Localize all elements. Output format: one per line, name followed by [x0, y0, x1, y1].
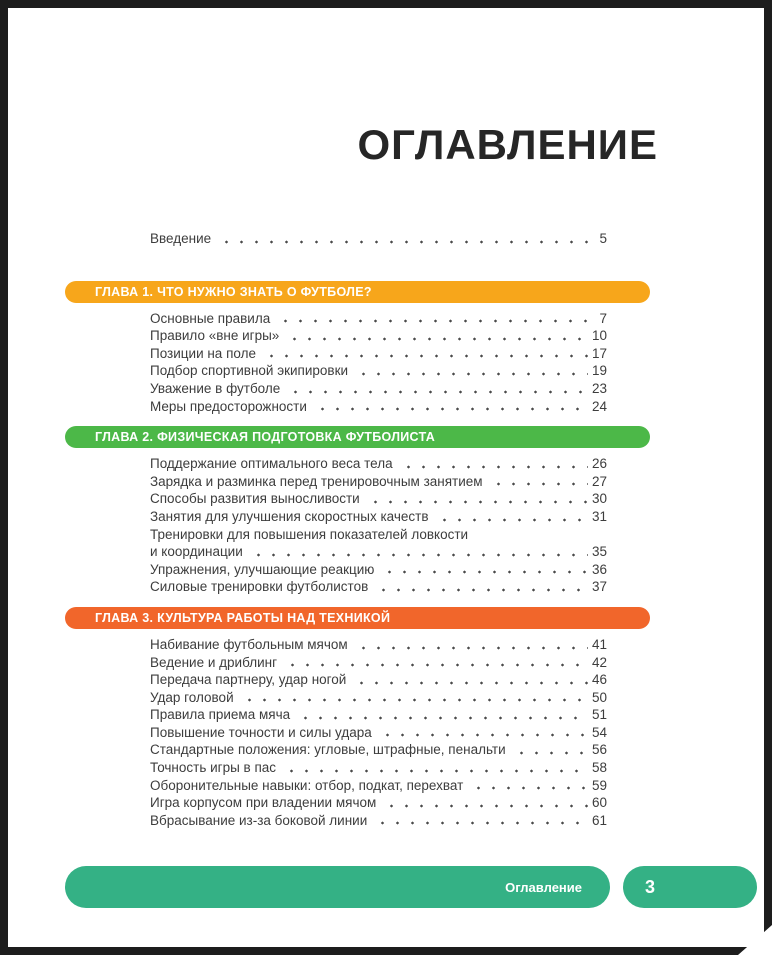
dot-leader — [262, 345, 588, 363]
toc-entry[interactable] — [150, 706, 607, 724]
page-title: ОГЛАВЛЕНИЕ — [357, 121, 658, 168]
toc-entry-title: Подбор спортивной экипировки — [150, 363, 349, 379]
dot-leader — [435, 508, 588, 526]
toc-entry[interactable] — [150, 310, 607, 328]
toc-entry-title: Позиции на поле — [150, 345, 256, 361]
dot-leader — [354, 636, 588, 654]
dot-leader — [313, 398, 588, 416]
toc-entry[interactable] — [150, 508, 607, 526]
dot-leader — [249, 543, 588, 561]
toc-entry-title: Упражнения, улучшающие реакцию — [150, 561, 375, 577]
toc-entry-page: 7 — [599, 310, 607, 326]
toc-entry-page: 41 — [591, 636, 607, 652]
dot-leader — [352, 671, 588, 689]
toc-entry[interactable] — [150, 345, 607, 363]
chapter-heading-label: ГЛАВА 1. ЧТО НУЖНО ЗНАТЬ О ФУТБОЛЕ? — [95, 284, 372, 299]
toc-entry-title: Вбрасывание из-за боковой линии — [150, 812, 368, 828]
chapter-heading-label: ГЛАВА 2. ФИЗИЧЕСКАЯ ПОДГОТОВКА ФУТБОЛИСТА — [95, 430, 436, 445]
toc-entry-title: Оборонительные навыки: отбор, подкат, перехват — [150, 777, 464, 793]
toc-entry-title: Тренировки для повышения показателей ловкости — [150, 526, 469, 542]
dot-leader — [399, 455, 588, 473]
dot-leader — [286, 380, 588, 398]
dot-leader — [354, 362, 588, 380]
toc-entry-title: Правила приема мяча — [150, 707, 291, 723]
dot-leader — [276, 310, 595, 328]
toc-entry[interactable] — [150, 455, 607, 473]
dot-leader — [380, 561, 588, 579]
toc-entry-page: 5 — [599, 231, 607, 246]
toc-entry-line2[interactable] — [150, 543, 607, 561]
toc-entry[interactable] — [150, 636, 607, 654]
toc-entry-page: 17 — [591, 345, 607, 361]
toc-entry-title: Введение — [150, 231, 212, 246]
toc-entry-page: 37 — [591, 579, 607, 595]
toc-entry-title: Повышение точности и силы удара — [150, 724, 372, 740]
dot-leader — [285, 327, 588, 345]
toc-entry[interactable] — [150, 671, 607, 689]
toc-entry[interactable] — [150, 812, 607, 830]
toc-entry-page: 42 — [591, 654, 607, 670]
toc-entry-title: Удар головой — [150, 689, 234, 705]
dot-leader — [296, 706, 588, 724]
toc-entry[interactable] — [150, 490, 607, 508]
toc-entry[interactable] — [150, 380, 607, 398]
toc-entry[interactable] — [150, 578, 607, 596]
toc-entry[interactable] — [150, 794, 607, 812]
dot-leader — [240, 689, 588, 707]
page-number: 3 — [645, 876, 656, 897]
chapter-2-heading-bar — [65, 426, 650, 448]
toc-entry-title: Стандартные положения: угловые, штрафные, пенальти — [150, 742, 506, 758]
toc-entry[interactable] — [150, 777, 607, 795]
toc-entry-title: и координации — [150, 544, 243, 560]
toc-entry[interactable] — [150, 689, 607, 707]
dot-leader — [378, 724, 588, 742]
dot-leader — [282, 759, 588, 777]
toc-entry-page: 56 — [591, 742, 607, 758]
dot-leader — [283, 654, 588, 672]
toc-entry-page: 24 — [591, 398, 607, 414]
toc-entry[interactable] — [150, 741, 607, 759]
toc-entry-page: 60 — [591, 795, 607, 811]
toc-entry-title: Зарядка и разминка перед тренировочным занятием — [150, 473, 483, 489]
toc-entry-page: 26 — [591, 456, 607, 472]
toc-entry-page: 23 — [591, 380, 607, 396]
toc-entry-page: 58 — [591, 760, 607, 776]
toc-entry-title: Способы развития выносливости — [150, 491, 360, 507]
page-corner-cut — [738, 925, 772, 955]
toc-entry-intro[interactable] — [150, 230, 607, 248]
dot-leader — [373, 812, 588, 830]
chapter-heading-label: ГЛАВА 3. КУЛЬТУРА РАБОТЫ НАД ТЕХНИКОЙ — [95, 610, 391, 625]
dot-leader — [512, 741, 588, 759]
dot-leader — [489, 473, 588, 491]
toc-entry-page: 61 — [591, 812, 607, 828]
toc-entry[interactable] — [150, 327, 607, 345]
toc-entry-line1[interactable] — [150, 526, 607, 544]
toc-entry-title: Основные правила — [150, 310, 271, 326]
toc-entry-title: Силовые тренировки футболистов — [150, 579, 369, 595]
dot-leader — [366, 490, 588, 508]
toc-entry-page: 54 — [591, 724, 607, 740]
toc-entry-page: 46 — [591, 672, 607, 688]
toc-entry-page: 19 — [591, 363, 607, 379]
chapter-3-heading-bar — [65, 607, 650, 629]
toc-entry-page: 51 — [591, 707, 607, 723]
dot-leader — [469, 777, 588, 795]
toc-entry-page: 30 — [591, 491, 607, 507]
toc-entry[interactable] — [150, 654, 607, 672]
toc-entry-title: Передача партнеру, удар ногой — [150, 672, 347, 688]
toc-entry-title: Игра корпусом при владении мячом — [150, 795, 377, 811]
toc-entry-page: 31 — [591, 508, 607, 524]
toc-entry-page: 27 — [591, 473, 607, 489]
toc-entry[interactable] — [150, 724, 607, 742]
page-number-badge[interactable] — [623, 866, 757, 908]
toc-entry[interactable] — [150, 561, 607, 579]
toc-entry[interactable] — [150, 759, 607, 777]
toc-entry-title: Точность игры в пас — [150, 760, 277, 776]
toc-entry-title: Ведение и дриблинг — [150, 654, 277, 670]
toc-entry-page: 10 — [591, 328, 607, 344]
toc-entry[interactable] — [150, 398, 607, 416]
dot-leader — [382, 794, 588, 812]
dot-leader — [217, 230, 595, 248]
footer-section-label: Оглавление — [505, 879, 582, 895]
toc-entry[interactable] — [150, 473, 607, 491]
toc-entry-title: Набивание футбольным мячом — [150, 636, 348, 652]
chapter-1-heading-bar — [65, 281, 650, 303]
chapter-3-section — [8, 607, 764, 830]
toc-entry-page: 50 — [591, 689, 607, 705]
toc-entry[interactable] — [150, 362, 607, 380]
dot-leader — [374, 578, 588, 596]
toc-entry-title: Уважение в футболе — [150, 380, 281, 396]
toc-entry-page: 35 — [591, 544, 607, 560]
book-page — [8, 8, 764, 947]
toc-entry-title: Поддержание оптимального веса тела — [150, 456, 393, 472]
toc-entry-title: Меры предосторожности — [150, 398, 307, 414]
toc-entry-page: 36 — [591, 561, 607, 577]
toc-entry-title: Занятия для улучшения скоростных качеств — [150, 508, 429, 524]
chapter-1-section — [8, 281, 764, 416]
page-footer — [65, 866, 757, 908]
footer-section-bar — [65, 866, 610, 908]
toc-entry-title: Правило «вне игры» — [150, 328, 280, 344]
toc-entry-page: 59 — [591, 777, 607, 793]
chapter-2-section — [8, 426, 764, 596]
